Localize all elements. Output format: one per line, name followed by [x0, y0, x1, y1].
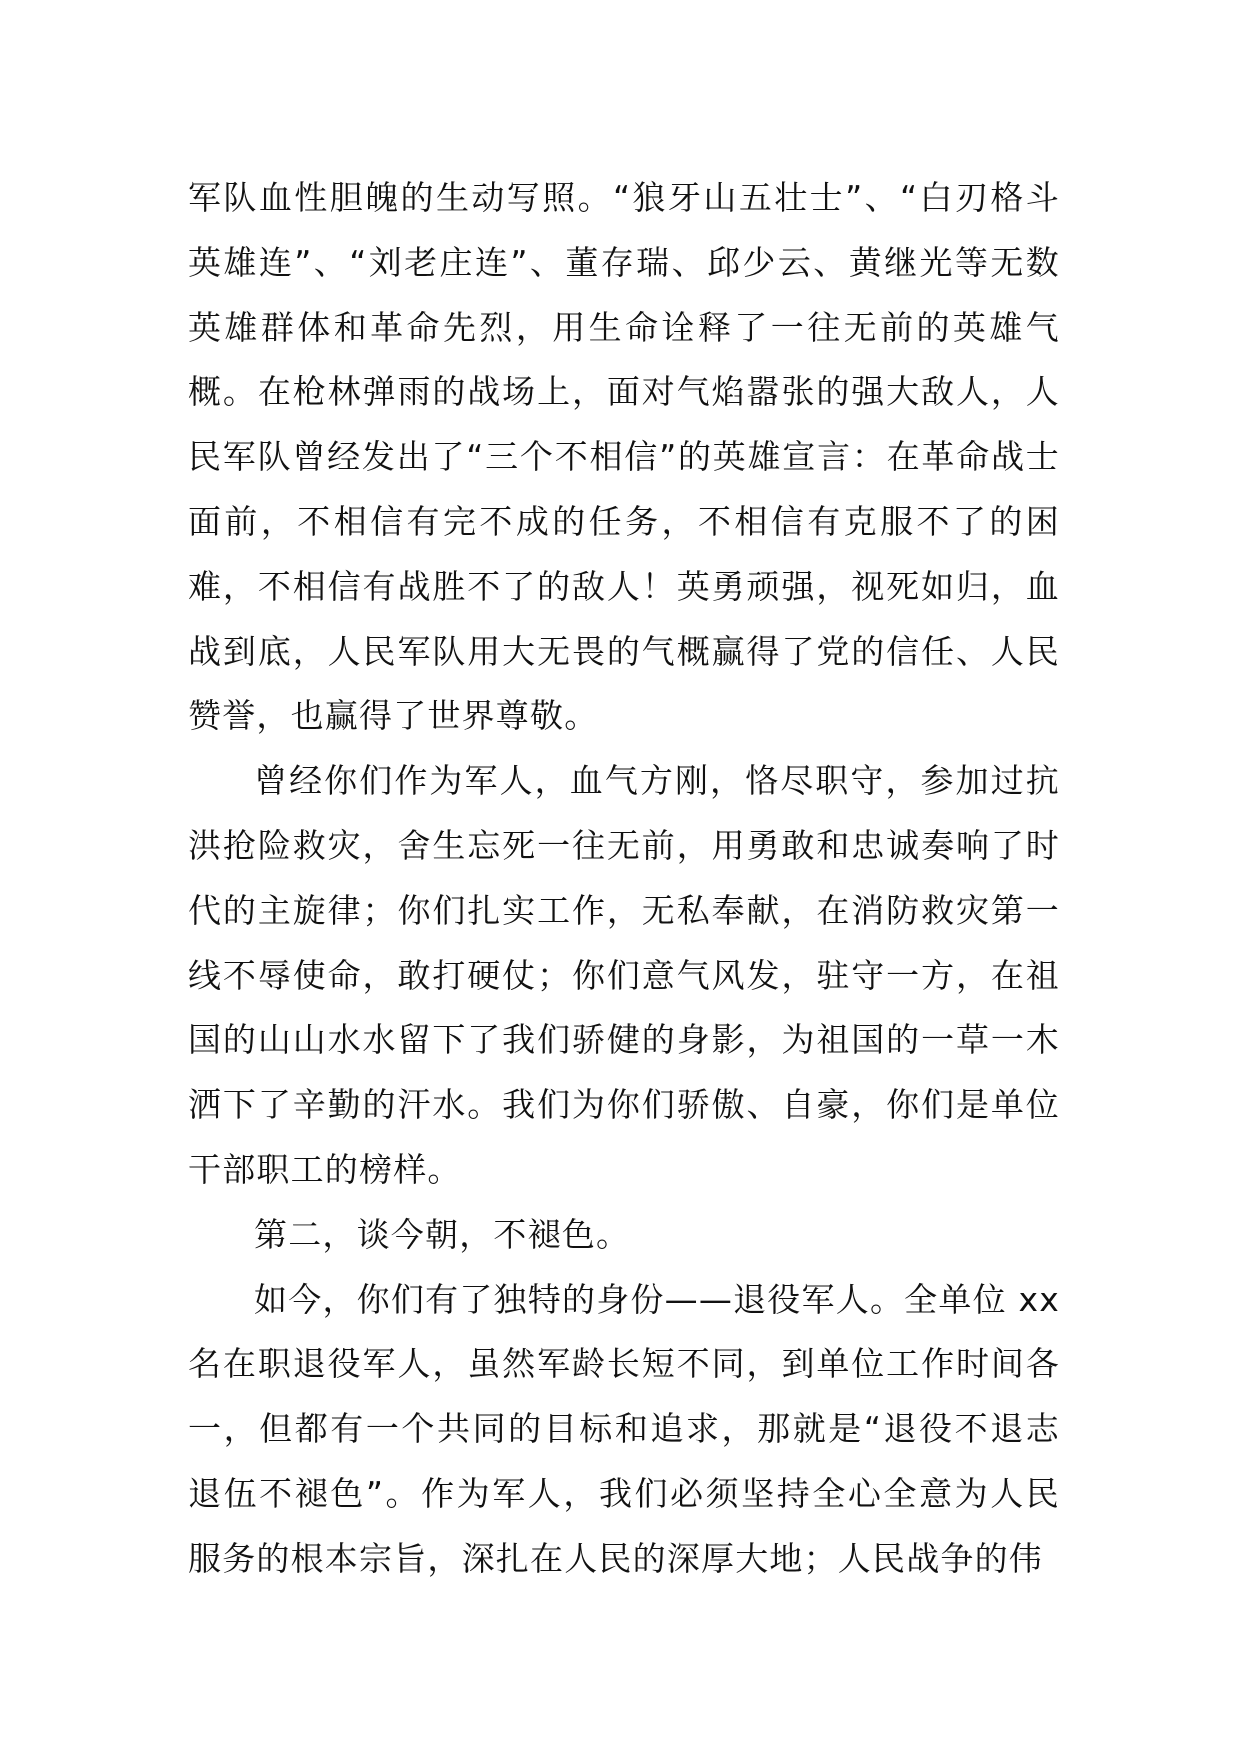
paragraph-1: 军队血性胆魄的生动写照。“狼牙山五壮士”、“白刃格斗英雄连”、“刘老庄连”、董存瑞、邱少云、黄继光等无数英雄群体和革命先烈，用生命诠释了一往无前的英雄气概。在枪林弹雨的战场上，面对气焰嚣张的强大敌人，人民军队曾经发出了“三个不相信”的英雄宣言：在革命战士面前，不相信有完不成的任务，不相信有克服不了的困难，不相信有战胜不了的敌人！英勇顽强，视死如归，血战到底，人民军队用大无畏的气概赢得了党的信任、人民赞誉，也赢得了世界尊敬。 [188, 178, 1060, 736]
section-heading-paragraph: 第二，谈今朝，不褪色。 [254, 1214, 631, 1254]
paragraph-2: 曾经你们作为军人，血气方刚，恪尽职守，参加过抗洪抢险救灾，舍生忘死一往无前，用勇敢和忠诚奏响了时代的主旋律；你们扎实工作，无私奉献，在消防救灾第一线不辱使命，敢打硬仗；你们意气风发，驻守一方，在祖国的山山水水留下了我们骄健的身影，为祖国的一草一木洒下了辛勤的汗水。我们为你们骄傲、自豪，你们是单位干部职工的榜样。 [188, 761, 1060, 1189]
paragraph-4: 如今，你们有了独特的身份——退役军人。全单位 xx 名在职退役军人，虽然军龄长短不同，到单位工作时间各一，但都有一个共同的目标和追求，那就是“退役不退志 退伍不褪色”。作为军人，我们必须坚持全心全意为人民服务的根本宗旨，深扎在人民的深厚大地；人民战争的伟 [188, 1279, 1060, 1578]
document-body [188, 166, 1060, 1592]
